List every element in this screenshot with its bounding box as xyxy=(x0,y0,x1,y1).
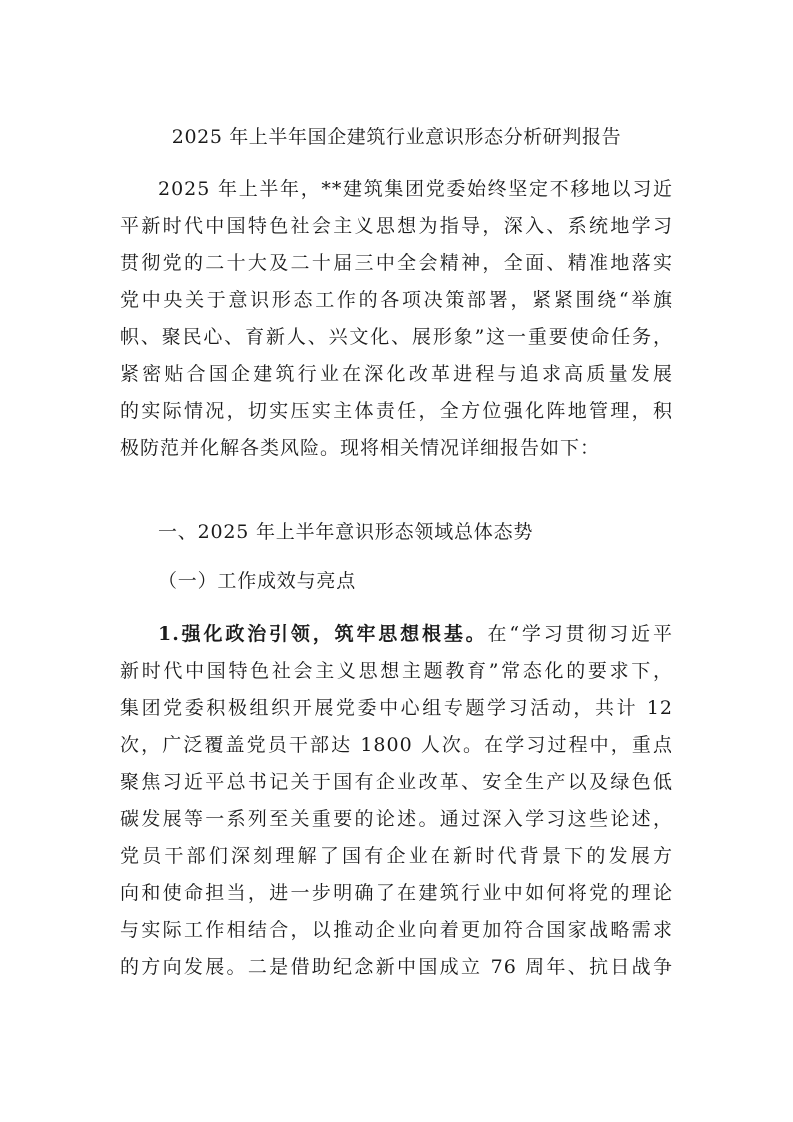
paragraph-line: 党员干部们深刻理解了国有企业在新时代背景下的发展方 xyxy=(120,845,673,867)
paragraph-line: 碳发展等一系列至关重要的论述。通过深入学习这些论述， xyxy=(120,808,673,830)
paragraph-line: 极防范并化解各类风险。现将相关情况详细报告如下： xyxy=(120,437,601,459)
paragraph-line: 新时代中国特色社会主义思想主题教育”常态化的要求下， xyxy=(120,660,673,682)
paragraph-line: 向和使命担当，进一步明确了在建筑行业中如何将党的理论 xyxy=(120,882,673,904)
subsection-heading: （一）工作成效与亮点 xyxy=(158,570,357,592)
section-heading: 一、2025 年上半年意识形态领域总体态势 xyxy=(158,521,534,543)
paragraph-line: 与实际工作相结合，以推动企业向着更加符合国家战略需求 xyxy=(120,919,673,941)
paragraph-line: 2025 年上半年，**建筑集团党委始终坚定不移地以习近 xyxy=(158,178,673,200)
paragraph-line: 聚焦习近平总书记关于国有企业改革、安全生产以及绿色低 xyxy=(120,771,673,793)
paragraph-line: 的实际情况，切实压实主体责任，全方位强化阵地管理，积 xyxy=(120,400,673,422)
paragraph-line: 紧密贴合国企建筑行业在深化改革进程与追求高质量发展 xyxy=(120,363,673,385)
paragraph-line: 集团党委积极组织开展党委中心组专题学习活动，共计 12 xyxy=(120,697,673,719)
paragraph-line xyxy=(120,616,673,653)
item-1-lead: 1.强化政治引领，筑牢思想根基。 xyxy=(158,623,488,645)
paragraph-line: 次，广泛覆盖党员干部达 1800 人次。在学习过程中，重点 xyxy=(120,734,673,756)
paragraph-line: 的方向发展。二是借助纪念新中国成立 76 周年、抗日战争 xyxy=(120,956,673,978)
paragraph-line: 贯彻党的二十大及二十届三中全会精神，全面、精准地落实 xyxy=(120,252,673,274)
paragraph-line: 平新时代中国特色社会主义思想为指导，深入、系统地学习 xyxy=(120,215,673,237)
item-1-paragraph xyxy=(120,616,673,986)
intro-paragraph xyxy=(120,171,673,467)
item-1-lead-rest: 在“学习贯彻习近平 xyxy=(487,623,673,645)
document-title: 2025 年上半年国企建筑行业意识形态分析研判报告 xyxy=(171,126,622,148)
paragraph-line: 党中央关于意识形态工作的各项决策部署，紧紧围绕“举旗 xyxy=(120,289,673,311)
paragraph-line: 帜、聚民心、育新人、兴文化、展形象”这一重要使命任务， xyxy=(120,326,673,348)
